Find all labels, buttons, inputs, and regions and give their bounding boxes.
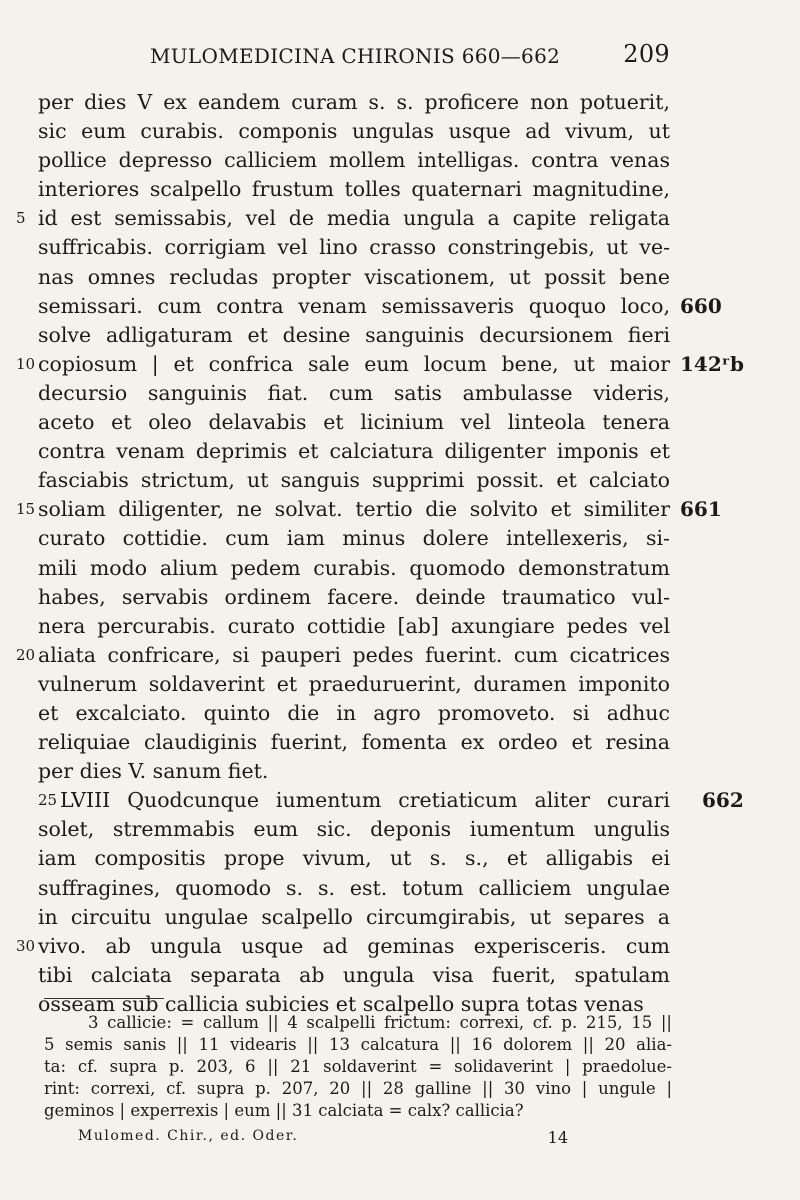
running-title: MULOMEDICINA CHIRONIS 660—662 <box>150 44 561 68</box>
text-line-content: decursio sanguinis fiat. cum satis ambulasse videris, <box>38 380 670 405</box>
margin-section-number: 661 <box>680 497 722 522</box>
text-line-content: fasciabis strictum, ut sanguis supprimi possit. et calciato <box>38 468 670 493</box>
text-line-content: id est semissabis, vel de media ungula a capite religata <box>38 206 670 231</box>
text-line <box>38 670 670 699</box>
text-line <box>38 437 670 466</box>
text-line-content: copiosum | et confrica sale eum locum bene, ut maior <box>38 351 670 376</box>
text-line <box>16 495 722 524</box>
text-line <box>38 699 670 728</box>
text-line-content: osseam sub callicia subicies et scalpello supra totas venas <box>38 991 644 1016</box>
margin-section-number: 142ʳb <box>680 351 745 376</box>
main-text <box>16 88 745 1019</box>
text-line <box>38 263 670 292</box>
text-line-content: LVIII Quodcunque iumentum cretiaticum aliter curari <box>60 788 670 813</box>
page-footer <box>78 1128 568 1152</box>
text-line-content: iam compositis prope vivum, ut s. s., et alligabis ei <box>38 846 670 871</box>
footnote-rule <box>44 998 164 999</box>
text-line-content: mili modo alium pedem curabis. quomodo demonstratum <box>38 555 670 580</box>
text-line <box>38 583 670 612</box>
text-line-content: nas omnes recludas propter viscationem, ut possit bene <box>38 264 670 289</box>
footnote-line: 5 semis sanis || 11 videaris || 13 calcatura || 16 dolorem || 20 alia- <box>44 1035 672 1054</box>
critical-apparatus <box>44 1012 672 1122</box>
text-line-content: sic eum curabis. componis ungulas usque ad vivum, ut <box>38 119 670 144</box>
text-line <box>38 408 670 437</box>
text-line-content: habes, servabis ordinem facere. deinde traumatico vul- <box>38 584 670 609</box>
text-line-content: in circuitu ungulae scalpello circumgirabis, ut separes a <box>38 904 670 929</box>
text-line-content: solve adligaturam et desine sanguinis decursionem fieri <box>38 322 670 347</box>
text-line <box>38 466 670 495</box>
footnote-line: 3 callicie: = callum || 4 scalpelli frictum: correxi, cf. p. 215, 15 || <box>88 1013 672 1032</box>
footnote-line: ta: cf. supra p. 203, 6 || 21 soldaverint = solidaverint | praedolue- <box>44 1057 672 1076</box>
text-line <box>38 903 670 932</box>
text-line-content: soliam diligenter, ne solvat. tertio die solvito et similiter <box>38 497 670 522</box>
sheet-number: 14 <box>547 1128 568 1147</box>
text-line <box>38 961 670 990</box>
line-number: 25 <box>38 791 58 810</box>
text-line <box>38 379 670 408</box>
text-line-content: semissari. cum contra venam semissaveris quoquo loco, <box>38 293 670 318</box>
line-number: 30 <box>16 936 36 955</box>
text-line <box>16 932 670 961</box>
text-line <box>38 175 670 204</box>
text-line <box>38 874 670 903</box>
text-line <box>38 292 722 321</box>
signature-line: Mulomed. Chir., ed. Oder. <box>78 1128 299 1144</box>
text-line-content: curato cottidie. cum iam minus dolere intellexeris, si- <box>38 526 670 551</box>
text-line-content: aliata confricare, si pauperi pedes fuerint. cum cicatrices <box>38 642 670 667</box>
text-line-content: vulnerum soldaverint et praeduruerint, duramen imponito <box>38 671 670 696</box>
text-line-content: pollice depresso calliciem mollem intelligas. contra venas <box>38 148 670 173</box>
text-line <box>38 117 670 146</box>
footnote-line: geminos | experrexis | eum || 31 calciata = calx? callicia? <box>44 1101 524 1120</box>
text-line-content: tibi calciata separata ab ungula visa fuerit, spatulam <box>38 962 670 987</box>
text-line <box>38 815 670 844</box>
text-line <box>38 88 670 117</box>
text-line-content: et excalciato. quinto die in agro promoveto. si adhuc <box>38 700 670 725</box>
text-line <box>38 757 670 786</box>
text-line <box>38 612 670 641</box>
text-line <box>16 641 670 670</box>
text-line <box>38 233 670 262</box>
text-line <box>38 786 744 815</box>
text-line-content: solet, stremmabis eum sic. deponis iumentum ungulis <box>38 817 670 842</box>
text-line-content: per dies V. sanum fiet. <box>38 759 269 784</box>
text-line <box>38 524 670 553</box>
page-number: 209 <box>623 40 670 68</box>
text-line-content: reliquiae claudiginis fuerint, fomenta ex ordeo et resina <box>38 730 670 755</box>
text-line-content: suffricabis. corrigiam vel lino crasso constringebis, ut ve- <box>38 235 670 260</box>
text-line <box>38 321 670 350</box>
text-line-content: per dies V ex eandem curam s. s. proficere non potuerit, <box>38 90 670 114</box>
line-number: 5 <box>16 209 26 228</box>
line-number: 20 <box>16 645 36 664</box>
text-line <box>38 728 670 757</box>
text-line <box>38 554 670 583</box>
text-line-content: vivo. ab ungula usque ad geminas experisceris. cum <box>38 933 670 958</box>
margin-section-number: 662 <box>702 788 744 813</box>
text-line-content: interiores scalpello frustum tolles quaternari magnitudine, <box>38 177 670 202</box>
line-number: 10 <box>16 354 36 373</box>
text-line <box>16 204 670 233</box>
page-header <box>150 40 670 76</box>
text-line-content: aceto et oleo delavabis et licinium vel linteola tenera <box>38 410 670 435</box>
text-line <box>38 146 670 175</box>
text-line-content: suffragines, quomodo s. s. est. totum calliciem ungulae <box>38 875 670 900</box>
text-line-content: contra venam deprimis et calciatura diligenter imponis et <box>38 439 670 464</box>
margin-section-number: 660 <box>680 293 722 318</box>
text-line <box>38 844 670 873</box>
text-line-content: nera percurabis. curato cottidie [ab] axungiare pedes vel <box>38 613 670 638</box>
text-line <box>16 350 745 379</box>
line-number: 15 <box>16 500 36 519</box>
footnote-line: rint: correxi, cf. supra p. 207, 20 || 28 galline || 30 vino | ungule | <box>44 1079 672 1098</box>
